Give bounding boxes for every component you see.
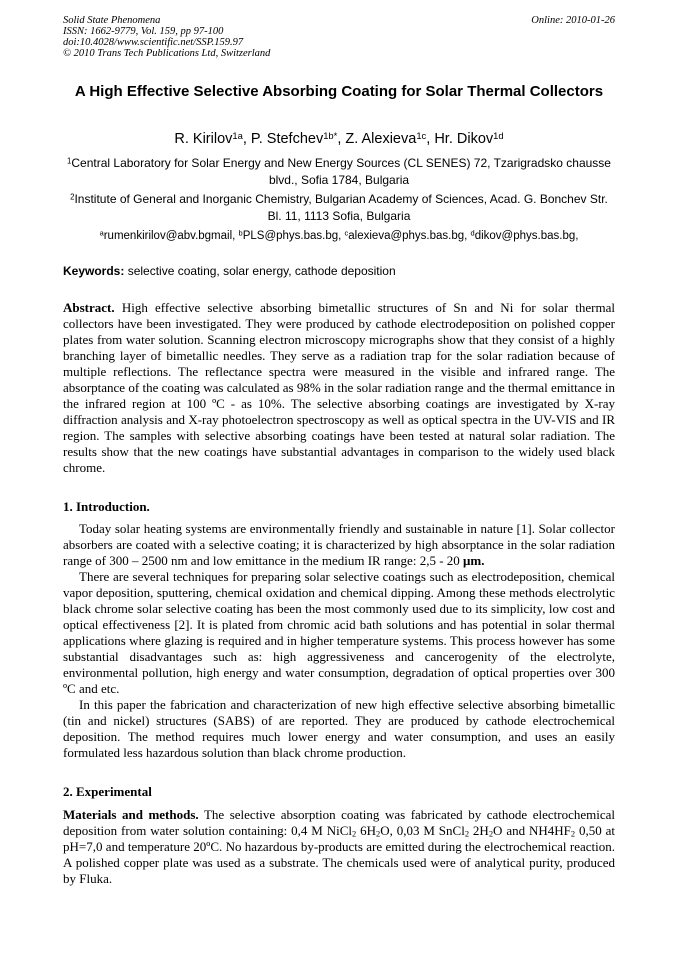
author-name: P. Stefchev — [250, 131, 324, 147]
abstract-label: Abstract. — [63, 300, 115, 315]
author-sup: 1c — [416, 129, 427, 141]
paragraph: There are several techniques for preparing solar selective coatings such as electrodeposition, chemical vapor deposition, sputtering, chemical oxidation and chemical dipping. Among these methods electrolytic black chrome solar selective coating has been the most commonly used due to its simplicity, low cost and optical effectiveness [2]. It is plated from chromic acid bath solutions and has potential in solar thermal applications where glazing is required and in higher temperature systems. This process however has some substantial disadvantages such as: high aggressiveness and cancerogenity of the electrolyte, environmental pollution, high energy and water consumption, degradation of optical properties over 300 ºC and etc. — [63, 569, 615, 696]
subscript: 2 — [570, 828, 576, 839]
affiliation-text: Central Laboratory for Solar Energy and New Energy Sources (CL SENES) 72, Tzarigradsko chausse blvd., Sofia 1784, Bulgaria — [71, 156, 611, 187]
online-date: Online: 2010-01-26 — [531, 15, 615, 26]
paragraph-text: O, 0,03 M SnCl — [380, 823, 465, 838]
email-sup: c — [344, 228, 349, 238]
email-link[interactable]: rumenkirilov@abv.bgmail, — [103, 230, 236, 242]
author-name: R. Kirilov — [174, 131, 233, 147]
journal-issn: ISSN: 1662-9779, Vol. 159, pp 97-100 — [63, 26, 224, 37]
paragraph-text: 6H — [356, 823, 376, 838]
paragraph-text: 0,50 at pH=7,0 and temperature 20ºC. No hazardous by-products are emitted during the electrochemical reaction. A polished copper plate was used as a substrate. The chemicals used were of analytical purity, produced by Fluka. — [63, 823, 615, 886]
author-name: Hr. Dikov — [434, 131, 494, 147]
email-sup: b — [238, 228, 243, 238]
paragraph — [63, 521, 615, 569]
affiliation-2 — [63, 191, 615, 225]
subscript: 2 — [351, 828, 357, 839]
affiliation-1 — [63, 155, 615, 189]
methods-label: Materials and methods. — [63, 807, 199, 822]
email-link[interactable]: dikov@phys.bas.bg, — [474, 230, 579, 242]
subscript: 2 — [375, 828, 381, 839]
keywords-label: Keywords: — [63, 264, 125, 278]
unit-text: μm. — [463, 553, 485, 568]
author-sup: 1b* — [323, 129, 338, 141]
email-list — [63, 229, 615, 244]
author-name: Z. Alexieva — [345, 131, 417, 147]
journal-copyright: © 2010 Trans Tech Publications Ltd, Switzerland — [63, 48, 271, 59]
paragraph-text: O and NH4HF — [493, 823, 571, 838]
subscript: 2 — [488, 828, 494, 839]
paragraph-text: 2H — [469, 823, 489, 838]
paragraph: In this paper the fabrication and characterization of new high effective selective absorbing bimetallic (tin and nickel) structures (SABS) of are reported. They are produced by cathode electrochemical deposition. The method requires much lower energy and water consumption, and uses an easily formulated less hazardous solution than black chrome production. — [63, 697, 615, 760]
journal-name: Solid State Phenomena — [63, 15, 161, 26]
keywords-text: selective coating, solar energy, cathode deposition — [127, 264, 396, 278]
author-list: R. Kirilov$^{1a}$, P. Stefchev$^{1b*}$, Z. Alexieva$^{1c}$, Hr. Dikov$^{1d}$ — [174, 129, 504, 147]
affiliation-sup: 2 — [70, 192, 75, 202]
author-sup: 1d — [493, 129, 504, 141]
author-sup: 1a — [232, 129, 243, 141]
email-sup: d — [470, 228, 475, 238]
paragraph-text: Today solar heating systems are environmentally friendly and sustainable in nature [1]. Solar collector absorbers are coated with a selective coating; it is characterized by high absorptance in the solar radiation range of 300 – 2500 nm and low emittance in the medium IR range: 2,5 - 20 — [63, 521, 615, 568]
introduction-body — [63, 521, 615, 761]
affiliation-sup: 1 — [67, 156, 72, 166]
email-sup: a — [99, 228, 104, 238]
subscript: 2 — [464, 828, 470, 839]
affiliation-text: Institute of General and Inorganic Chemistry, Bulgarian Academy of Sciences, Acad. G. Bonchev Str. Bl. 11, 1113 Sofia, Bulgaria — [74, 192, 608, 223]
paragraph-text: The selective absorption coating was fabricated by cathode electrochemical deposition from water solution containing: 0,4 M NiCl — [63, 807, 615, 838]
abstract-text: High effective selective absorbing bimetallic structures of Sn and Ni for solar thermal collectors have been investigated. They were produced by cathode electrodeposition on polished copper plates from water solution. Scanning electron microscopy micrographs show that they consist of a highly branching layer of bimetallic needles. They serve as a radiation trap for the solar radiation because of multiple reflections. The reflectance spectra were measured in the visible and infrared range. The absorptance of the coating was calculated as 98% in the solar radiation range and the thermal emittance in the infrared region at 100 ºC - as 10%. The selective absorbing coatings are investigated by X-ray diffraction analysis and X-ray photoelectron spectroscopy as well as optical spectra in the UV-VIS and IR region. The samples with selective absorbing coatings have been tested at natural solar radiation. The results show that the new coatings have substantial advantages in comparison to the widely used black chrome. — [63, 300, 615, 475]
journal-doi: doi:10.4028/www.scientific.net/SSP.159.97 — [63, 37, 244, 48]
journal-header — [63, 15, 270, 59]
email-link[interactable]: alexieva@phys.bas.bg, — [348, 230, 468, 242]
section-heading-experimental: 2. Experimental — [63, 784, 152, 799]
keywords — [63, 263, 615, 279]
paper-title: A High Effective Selective Absorbing Coating for Solar Thermal Collectors — [74, 83, 604, 100]
experimental-body — [63, 807, 615, 887]
section-heading-introduction: 1. Introduction. — [63, 499, 150, 514]
abstract — [63, 300, 615, 476]
email-link[interactable]: PLS@phys.bas.bg, — [242, 230, 342, 242]
